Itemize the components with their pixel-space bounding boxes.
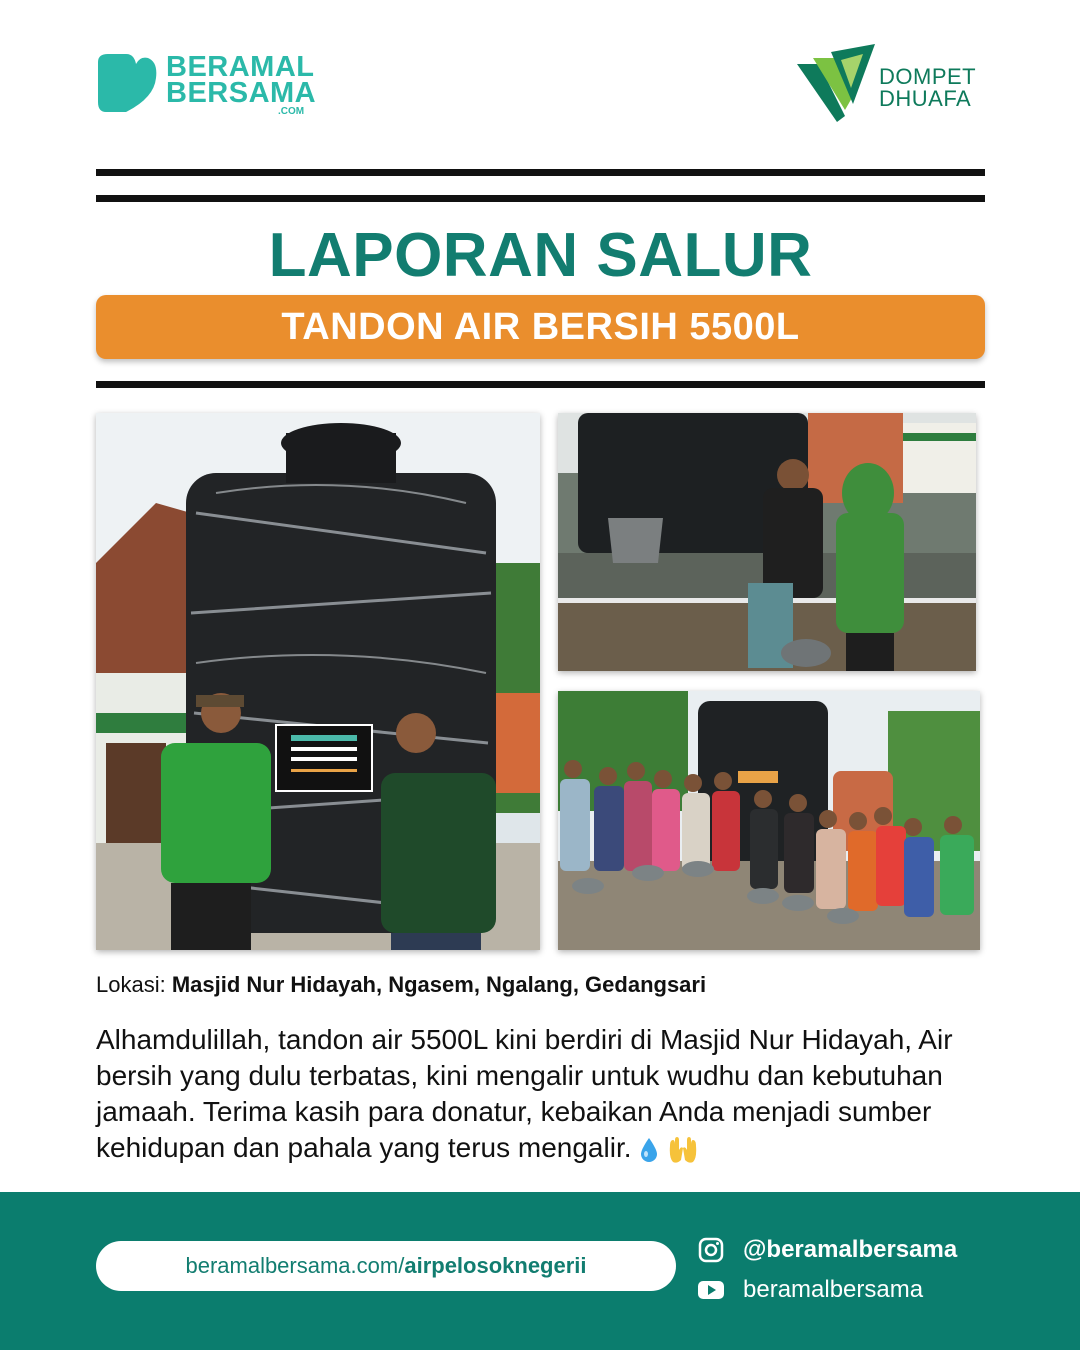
instagram-text: @beramalbersama — [743, 1236, 958, 1263]
brand-left-suffix: .COM — [278, 106, 305, 117]
instagram-handle[interactable] — [697, 1236, 957, 1264]
heart-logo-icon — [96, 52, 158, 114]
instagram-icon — [697, 1236, 725, 1264]
community-group-photo — [558, 691, 980, 950]
location-line — [96, 972, 706, 998]
dompet-dhuafa-logo — [797, 44, 997, 124]
youtube-channel[interactable] — [697, 1276, 923, 1304]
dompet-dhuafa-mark-icon — [797, 44, 877, 122]
youtube-text: beramalbersama — [743, 1276, 924, 1303]
divider-top-2 — [96, 195, 985, 202]
divider-top-1 — [96, 169, 985, 176]
droplet-icon — [639, 1137, 659, 1163]
location-label: Lokasi: — [96, 972, 166, 997]
location-value: Masjid Nur Hidayah, Ngasem, Ngalang, Gedangsari — [171, 972, 707, 997]
url-path: airpelosoknegerii — [404, 1253, 587, 1278]
brand-left-line2: BERSAMA — [166, 77, 317, 109]
body-paragraph — [96, 1022, 1016, 1166]
water-tap-photo — [558, 413, 976, 671]
url-prefix: beramalbersama.com/ — [185, 1253, 405, 1278]
tank-handover-photo — [96, 413, 540, 950]
beramal-bersama-logo — [96, 50, 316, 120]
subtitle-text: TANDON AIR BERSIH 5500L — [281, 305, 800, 348]
page-title: LAPORAN SALUR — [268, 221, 813, 290]
brand-left-line1: BERAMAL — [166, 51, 315, 83]
subtitle-banner — [96, 295, 985, 359]
body-text: Alhamdulillah, tandon air 5500L kini berdiri di Masjid Nur Hidayah, Air bersih yang dulu terbatas, kini mengalir untuk wudhu dan kebutuhan jamaah. Terima kasih para donatur, kebaikan Anda menjadi sumber kehidupan dan pahala yang terus mengalir. — [96, 1024, 953, 1163]
youtube-icon — [697, 1276, 725, 1304]
divider-bottom — [96, 381, 985, 388]
raised-hands-icon — [667, 1136, 699, 1164]
donation-url-link[interactable] — [96, 1241, 676, 1291]
brand-right-line2: DHUAFA — [879, 86, 972, 111]
brand-right-line1: DOMPET — [879, 64, 977, 89]
